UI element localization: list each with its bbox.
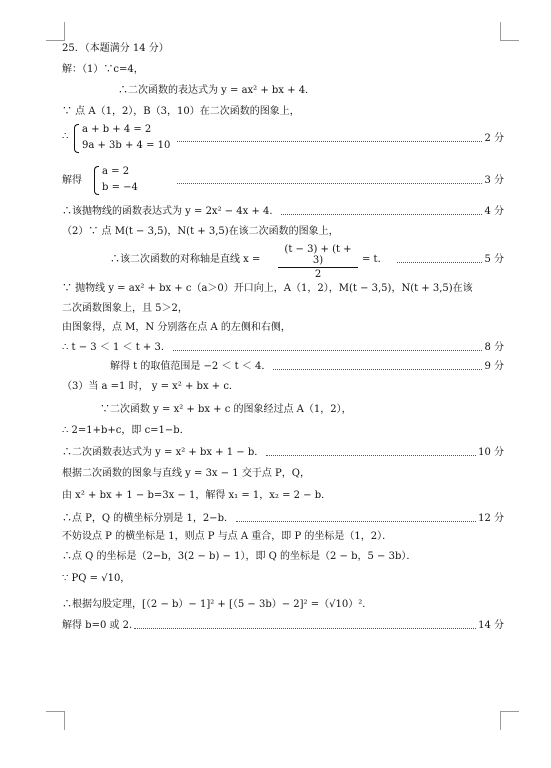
- scored-line: [62, 447, 504, 459]
- score-label: 5 分: [484, 254, 504, 265]
- score-leader: [395, 254, 504, 266]
- solution-line: （2）∵ 点 M(t − 3,5)，N(t + 3,5)在该二次函数的图象上，: [62, 226, 339, 237]
- solution-line: 根据二次函数的图象与直线 y = 3x − 1 交于点 P，Q，: [62, 468, 310, 479]
- solution-text: ∴ t − 3 ＜ 1 ＜ t + 3．: [62, 342, 171, 353]
- score-leader: [175, 175, 504, 187]
- crop-mark-bottom-right: [500, 711, 519, 730]
- equation-system-row: a = 2: [102, 166, 130, 177]
- score-label: 3 分: [484, 175, 504, 186]
- solution-line: ∵ 抛物线 y = ax² + bx + c（a＞0）开口向上，A（1，2），M(t − 3,5)，N(t + 3,5)在该: [62, 283, 473, 294]
- solution-line: ∵ 点 A（1，2），B（3，10）在二次函数的图象上，: [62, 106, 300, 117]
- solution-text: 解得 t 的取值范围是 −2 ＜ t ＜ 4．: [110, 361, 272, 372]
- solution-line: 解：（1）∵c=4，: [62, 64, 144, 75]
- solution-line: = t．: [362, 254, 388, 265]
- system-brace: [74, 124, 79, 153]
- scored-line: [62, 513, 504, 525]
- score-label: 12 分: [478, 513, 504, 524]
- therefore-symbol: ∴: [62, 131, 69, 142]
- solution-text: ∴该抛物线的函数表达式为 y = 2x² − 4x + 4．: [62, 206, 280, 217]
- solution-line: ∴二次函数的表达式为 y = ax² + bx + 4．: [118, 85, 316, 96]
- question-heading: 25．（本题满分 14 分）: [62, 43, 169, 54]
- system-brace: [94, 166, 99, 195]
- crop-mark-top-left: [46, 22, 65, 41]
- scored-line: [62, 620, 504, 632]
- scored-line: [62, 206, 504, 218]
- score-label: 2 分: [484, 133, 504, 144]
- equation-system-row: 9a + 3b + 4 = 10: [82, 140, 171, 151]
- solution-line: ∴点 Q 的坐标是（2−b，3(2 − b) − 1），即 Q 的坐标是（2 − b，5 − 3b）．: [62, 551, 417, 562]
- solution-text: ∴点 P，Q 的横坐标分别是 1，2−b．: [62, 513, 234, 524]
- solution-text: 解得 b=0 或 2.: [62, 620, 133, 631]
- solution-line: ∴该二次函数的对称轴是直线 x =: [110, 254, 261, 265]
- fraction: [278, 244, 358, 280]
- score-label: 14 分: [478, 620, 504, 631]
- equation-system-row: a + b + 4 = 2: [82, 124, 152, 135]
- solution-line: ∵二次函数 y = x² + bx + c 的图象经过点 A（1，2），: [100, 404, 352, 415]
- equation-system-row: b = −4: [102, 182, 138, 193]
- solve-label: 解得: [62, 175, 82, 186]
- solution-line: ∴ 2=1+b+c，即 c=1−b．: [62, 425, 190, 436]
- crop-mark-top-right: [500, 22, 519, 41]
- solution-line: ∵ PQ = √10，: [62, 573, 131, 584]
- scored-line: [62, 342, 504, 354]
- score-label: 9 分: [484, 361, 504, 372]
- solution-line: ∴根据勾股定理，[（2 − b）− 1]² + [（5 − 3b）− 2]² =（√10）²．: [62, 599, 373, 610]
- score-leader: [175, 133, 504, 145]
- solution-text: ∴二次函数表达式为 y = x² + bx + 1 − b．: [62, 447, 265, 458]
- solution-line: 由 x² + bx + 1 − b=3x − 1，解得 x₁ = 1，x₂ = 2 − b．: [62, 490, 332, 501]
- crop-mark-bottom-left: [46, 711, 65, 730]
- fraction-denominator: 2: [314, 269, 322, 280]
- solution-line: （3）当 a =1 时， y = x² + bx + c．: [62, 381, 239, 392]
- score-label: 4 分: [484, 206, 504, 217]
- solution-line: 二次函数图象上，且 5＞2，: [62, 303, 188, 314]
- score-label: 8 分: [484, 342, 504, 353]
- solution-line: 由图象得，点 M，N 分别落在点 A 的左侧和右侧，: [62, 322, 291, 333]
- scored-line: [110, 361, 504, 373]
- score-label: 10 分: [478, 447, 504, 458]
- fraction-numerator: (t − 3) + (t + 3): [284, 244, 352, 266]
- solution-line: 不妨设点 P 的横坐标是 1，则点 P 与点 A 重合，即 P 的坐标是（1，2）．: [62, 531, 393, 542]
